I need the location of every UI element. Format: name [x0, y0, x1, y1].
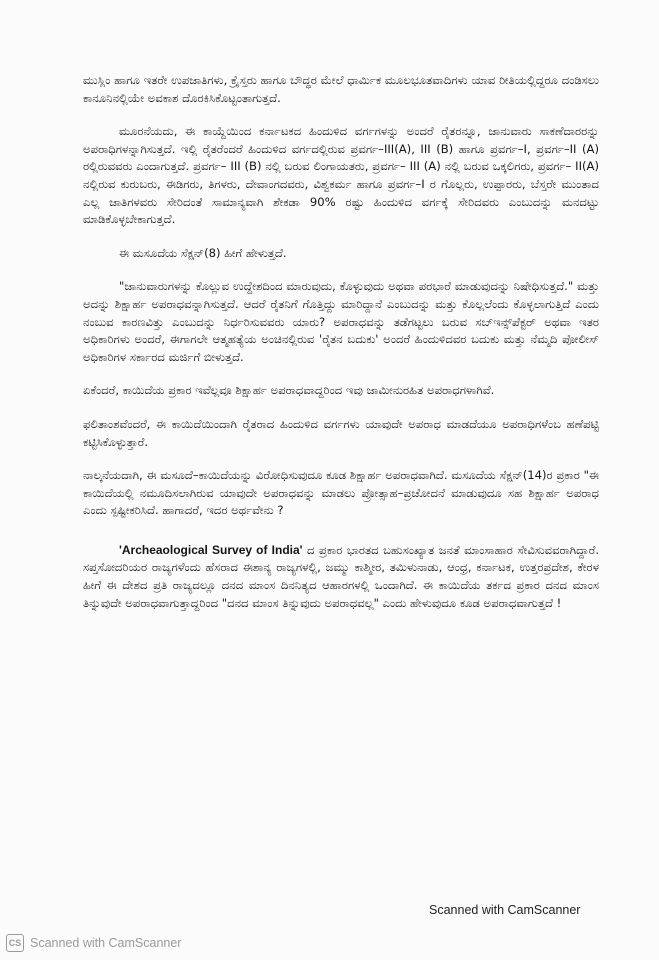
camscanner-watermark	[6, 934, 181, 952]
camscanner-logo-icon: CS	[6, 934, 24, 952]
document-body	[83, 72, 599, 612]
watermark-text: Scanned with CamScanner	[30, 936, 182, 950]
paragraph-2: ಮೂರನೆಯದು, ಈ ಕಾಯ್ದೆಯಿಂದ ಕರ್ನಾಟಕದ ಹಿಂದುಳಿದ ವರ್ಗಗಳನ್ನು ಅಂದರೆ ರೈತರನ್ನೂ, ಜಾನುವಾರು ಸಾಕಣೆದಾರರನ್ನು ಅಪರಾಧಿಗಳನ್ನಾಗಿಸುತ್ತದೆ. ಇಲ್ಲಿ ರೈತರೆಂದರೆ ಹಿಂದುಳಿದ ವರ್ಗದಲ್ಲಿರುವ ಪ್ರವರ್ಗ–III(A), III (B) ಹಾಗೂ ಪ್ರವರ್ಗ–I, ಪ್ರವರ್ಗ–II (A) ರಲ್ಲಿರುವವರು ಎಂದಾಗುತ್ತದೆ. ಪ್ರವರ್ಗ– III (B) ನಲ್ಲಿ ಬರುವ ಲಿಂಗಾಯತರು, ಪ್ರವರ್ಗ– III (A) ನಲ್ಲಿ ಬರುವ ಒಕ್ಕಲಿಗರು, ಪ್ರವರ್ಗ– II(A) ನಲ್ಲಿರುವ ಕುರುಬರು, ಈಡಿಗರು, ತಿಗಳರು, ದೇವಾಂಗದವರು, ವಿಶ್ವಕರ್ಮ ಹಾಗೂ ಪ್ರವರ್ಗ–I ರ ಗೊಲ್ಲರು, ಉಪ್ಪಾರರು, ಬೆಸ್ತರೇ ಮುಂತಾದ ಎಲ್ಲ ಜಾತಿಗಳವರು ಸೇರಿದಂತೆ ಸಾಮಾನ್ಯವಾಗಿ ಶೇಕಡಾ 90% ರಷ್ಟು ಹಿಂದುಳಿದ ವರ್ಗಕ್ಕೆ ಸೇರಿದವರು ಎಂಬುದನ್ನು ಮನದಟ್ಟು ಮಾಡಿಕೊಳ್ಳಬೇಕಾಗುತ್ತದೆ.	[83, 124, 599, 227]
paragraph-8-text: ದ ಪ್ರಕಾರ ಭಾರತದ ಬಹುಸಂಖ್ಯಾತ ಜನತೆ ಮಾಂಸಾಹಾರ ಸೇವಿಸುವವರಾಗಿದ್ದಾರೆ. ಸಪ್ತಸೋದರಿಯರ ರಾಜ್ಯಗಳೆಂದು ಹೆಸರಾದ ಈಶಾನ್ಯ ರಾಜ್ಯಗಳಲ್ಲಿ, ಜಮ್ಮು ಕಾಶ್ಮೀರ, ತಮಿಳುನಾಡು, ಆಂಧ್ರ, ಕರ್ನಾಟಕ, ಉತ್ತರಪ್ರದೇಶ, ಕೇರಳ ಹೀಗೆ ಈ ದೇಶದ ಪ್ರತಿ ರಾಜ್ಯದಲ್ಲೂ ದನದ ಮಾಂಸ ದಿನನಿತ್ಯದ ಆಹಾರಗಳಲ್ಲಿ ಒಂದಾಗಿದೆ. ಈ ಕಾಯಿದೆಯ ತರ್ಕದ ಪ್ರಕಾರ ದನದ ಮಾಂಸ ತಿನ್ನುವುದೇ ಅಪರಾಧವಾಗುತ್ತಾದ್ದರಿಂದ "ದನದ ಮಾಂಸ ತಿನ್ನುವುದು ಅಪರಾಧವಲ್ಲ" ಎಂದು ಹೇಳುವುದೂ ಕೂಡ ಅಪರಾಧವಾಗುತ್ತದೆ !	[83, 542, 600, 610]
paragraph-1: ಮುಸ್ಲಿಂ ಹಾಗೂ ಇತರೇ ಉಪಜಾತಿಗಳು, ಕ್ರೈಸ್ತರು ಹಾಗೂ ಬೌದ್ಧರ ಮೇಲೆ ಧಾರ್ಮಿಕ ಮೂಲಭೂತವಾದಿಗಳು ಯಾವ ರೀತಿಯಲ್ಲಿದ್ದರೂ ದಂಡಿಸಲು ಕಾನೂನಿನಲ್ಲಿಯೇ ಅವಕಾಶ ದೊರಕಿಸಿಕೊಟ್ಟಂತಾಗುತ್ತದೆ.	[83, 73, 599, 105]
paragraph-4: "ಜಾನುವಾರುಗಳನ್ನು ಕೊಲ್ಲುವ ಉದ್ದೇಶದಿಂದ ಮಾರುವುದು, ಕೊಳ್ಳುವುದು ಅಥವಾ ಪರಭಾರೆ ಮಾಡುವುದನ್ನು ನಿಷೇಧಿಸುತ್ತದೆ." ಮತ್ತು ಅದನ್ನು ಶಿಕ್ಷಾರ್ಹ ಅಪರಾಧವನ್ನಾಗಿಸುತ್ತದೆ. ಆದರೆ ರೈತನಿಗೆ ಗೊತ್ತಿದ್ದು ಮಾರಿದ್ದಾನೆ ಎಂಬುದನ್ನು ಮತ್ತು ಕೊಲ್ಲಲೆಂದು ಕೊಳ್ಳಲಾಗುತ್ತಿದೆ ಎಂದು ನಂಬುವ ಕಾರಣವಿತ್ತು ಎಂಬುದನ್ನು ನಿರ್ಧರಿಸುವವರು ಯಾರು? ಅಪರಾಧವನ್ನು ತಡೆಗಟ್ಟಲು ಬರುವ ಸಬ್‌ಇನ್ಸ್‌ಪೆಕ್ಟರ್ ಅಥವಾ ಇತರ ಅಧಿಕಾರಿಗಳು ಅಂದರೆ, ಈಗಾಗಲೇ ಆತ್ಮಹತ್ಯೆಯ ಅಂಚಿನಲ್ಲಿರುವ 'ರೈತನ ಬದುಕು' ಅಂದರೆ ಹಿಂದುಳಿದವರ ಬದುಕು ಮತ್ತು ನೆಮ್ಮದಿ ಪೋಲೀಸ್ ಅಧಿಕಾರಿಗಳ ಸರ್ಕಾರದ ಮರ್ಜಿಗೆ ಬೀಳುತ್ತದೆ.	[83, 279, 599, 364]
paragraph-7: ನಾಲ್ಕನೆಯದಾಗಿ, ಈ ಮಸೂದೆ–ಕಾಯಿದೆಯನ್ನು ವಿರೋಧಿಸುವುದೂ ಕೂಡ ಶಿಕ್ಷಾರ್ಹ ಅಪರಾಧವಾಗಿದೆ. ಮಸೂದೆಯ ಸೆಕ್ಷನ್(14)ರ ಪ್ರಕಾರ "ಈ ಕಾಯಿದೆಯಲ್ಲಿ ನಮೂದಿಸಲಾಗಿರುವ ಯಾವುದೇ ಅಪರಾಧವನ್ನು ಮಾಡಲು ಪ್ರೋತ್ಸಾಹ–ಪ್ರಚೋದನೆ ಮಾಡುವುದೂ ಸಹ ಶಿಕ್ಷಾರ್ಹ ಅಪರಾಧ ಎಂದು ಸ್ಪಷ್ಟೀಕರಿಸಿದೆ. ಹಾಗಾದರೆ, ಇದರ ಅರ್ಥವೇನು ?	[83, 468, 599, 518]
paragraph-3: ಈ ಮಸೂದೆಯ ಸೆಕ್ಷನ್(8) ಹೀಗೆ ಹೇಳುತ್ತದೆ.	[119, 245, 287, 260]
paragraph-5: ಏಕೆಂದರೆ, ಕಾಯಿದೆಯ ಪ್ರಕಾರ ಇವೆಲ್ಲವೂ ಶಿಕ್ಷಾರ್ಹ ಅಪರಾಧವಾದ್ದರಿಂದ ಇವು ಜಾಮೀನುರಹಿತ ಅಪರಾಧಗಳಾಗಿವೆ.	[83, 383, 495, 398]
paragraph-6: ಫಲಿತಾಂಶವೆಂದರೆ, ಈ ಕಾಯಿದೆಯಿಂದಾಗಿ ರೈತರಾದ ಹಿಂದುಳಿದ ವರ್ಗಗಳು ಯಾವುದೇ ಅಪರಾಧ ಮಾಡದೆಯೂ ಅಪರಾಧಿಗಳೆಂಬ ಹಣೆಪಟ್ಟಿ ಕಟ್ಟಿಸಿಕೊಳ್ಳುತ್ತಾರೆ.	[83, 416, 599, 449]
source-name: 'Archeaological Survey of India'	[119, 542, 303, 557]
scanned-footer-note: Scanned with CamScanner	[429, 903, 581, 917]
paragraph-8	[83, 542, 599, 612]
